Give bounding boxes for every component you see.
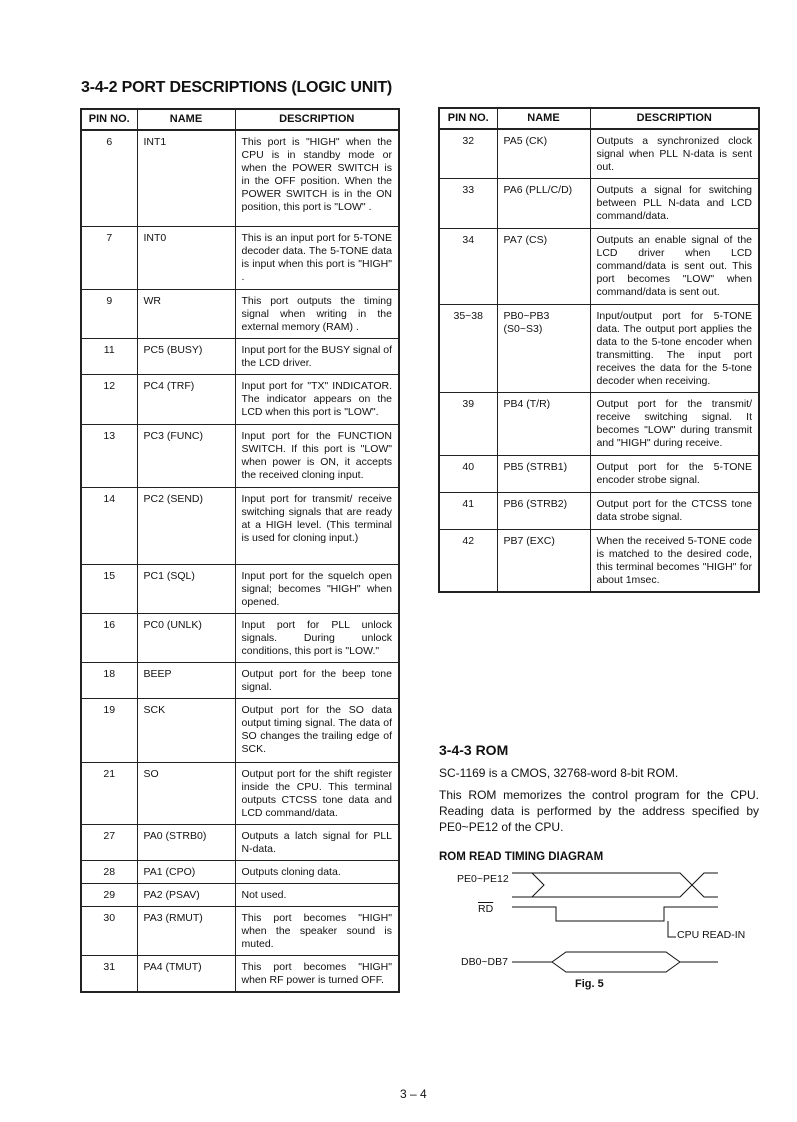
pin-cell: 28 — [81, 860, 137, 883]
figure-caption: Fig. 5 — [575, 978, 604, 990]
name-cell: PB4 (T/R) — [497, 393, 590, 456]
pin-cell: 33 — [439, 179, 497, 229]
name-cell: SO — [137, 762, 235, 824]
page-number: 3 – 4 — [400, 1087, 427, 1101]
name-cell: PC1 (SQL) — [137, 564, 235, 613]
description-cell: Output port for the beep tone signal. — [235, 662, 399, 698]
pin-cell: 14 — [81, 487, 137, 564]
pin-cell: 30 — [81, 906, 137, 955]
data-bus-waveform — [512, 952, 718, 972]
description-cell: This port outputs the timing signal when writing in the external memory (RAM) . — [235, 289, 399, 338]
signal-label-data: DB0~DB7 — [461, 956, 508, 968]
description-cell: Input port for PLL unlock signals. During unlock conditions, this port is "LOW." — [235, 613, 399, 662]
name-cell: PA4 (TMUT) — [137, 955, 235, 992]
name-cell: PB7 (EXC) — [497, 530, 590, 593]
description-cell: Output port for the transmit/ receive switching signal. It becomes "LOW" during transmit and "HIGH" during receive. — [590, 393, 759, 456]
description-cell: Input port for "TX" INDICATOR. The indicator appears on the LCD when this port is "LOW". — [235, 374, 399, 424]
description-cell: Input port for the BUSY signal of the LCD driver. — [235, 338, 399, 374]
name-cell: PB0~PB3 (S0~S3) — [497, 305, 590, 393]
pin-cell: 13 — [81, 424, 137, 487]
name-cell: PB5 (STRB1) — [497, 456, 590, 493]
signal-label-address: PE0~PE12 — [457, 873, 509, 885]
pin-cell: 32 — [439, 129, 497, 179]
description-cell: Outputs a latch signal for PLL N-data. — [235, 824, 399, 860]
pin-cell: 35~38 — [439, 305, 497, 393]
description-cell: This is an input port for 5-TONE decoder data. The 5-TONE data is input when this port is "HIGH" . — [235, 226, 399, 289]
header-name: NAME — [497, 108, 590, 129]
pin-cell: 40 — [439, 456, 497, 493]
pin-cell: 16 — [81, 613, 137, 662]
pin-cell: 7 — [81, 226, 137, 289]
rom-paragraph-1: SC-1169 is a CMOS, 32768-word 8-bit ROM. — [439, 766, 679, 780]
name-cell: PA0 (STRB0) — [137, 824, 235, 860]
name-cell: INT0 — [137, 226, 235, 289]
cpu-read-in-annotation: CPU READ-IN — [677, 929, 746, 941]
description-cell: Input port for the FUNCTION SWITCH. If this port is "LOW" when power is ON, it accepts the received cloning input. — [235, 424, 399, 487]
timing-diagram-title: ROM READ TIMING DIAGRAM — [439, 851, 604, 863]
header-pin: PIN NO. — [439, 108, 497, 129]
name-cell: PC3 (FUNC) — [137, 424, 235, 487]
description-cell: Not used. — [235, 883, 399, 906]
name-cell: PA2 (PSAV) — [137, 883, 235, 906]
description-cell: Output port for the SO data output timing signal. The data of SO changes the trailing edge of SCK. — [235, 698, 399, 762]
pin-cell: 39 — [439, 393, 497, 456]
pin-cell: 12 — [81, 374, 137, 424]
pin-cell: 29 — [81, 883, 137, 906]
description-cell: Output port for the shift register inside the CPU. This terminal outputs CTCSS tone data and LCD command/data. — [235, 762, 399, 824]
description-cell: Input port for the squelch open signal; becomes "HIGH" when opened. — [235, 564, 399, 613]
header-description: DESCRIPTION — [590, 108, 759, 129]
name-cell: PC2 (SEND) — [137, 487, 235, 564]
rom-heading: 3-4-3 ROM — [439, 742, 509, 758]
name-cell: SCK — [137, 698, 235, 762]
header-description: DESCRIPTION — [235, 109, 399, 130]
description-cell: Input/output port for 5-TONE data. The output port applies the data to the 5-tone encoder when transmitting. The input port receives the data for the 5-tone decoder when receiving. — [590, 305, 759, 393]
pin-cell: 9 — [81, 289, 137, 338]
name-cell: PA7 (CS) — [497, 229, 590, 305]
pin-cell: 31 — [81, 955, 137, 992]
section-title: 3-4-2 PORT DESCRIPTIONS (LOGIC UNIT) — [81, 79, 393, 96]
name-cell: PC5 (BUSY) — [137, 338, 235, 374]
description-cell: This port becomes "HIGH" when RF power is turned OFF. — [235, 955, 399, 992]
description-cell: This port becomes "HIGH" when the speaker sound is muted. — [235, 906, 399, 955]
header-pin: PIN NO. — [81, 109, 137, 130]
description-cell: Outputs an enable signal of the LCD driver when LCD command/data is sent out. This port becomes "LOW" when command/data is sent out. — [590, 229, 759, 305]
name-cell: PB6 (STRB2) — [497, 493, 590, 530]
signal-label-rd: $\overline{RD}$ — [478, 903, 494, 915]
name-cell: PC0 (UNLK) — [137, 613, 235, 662]
name-cell: PA5 (CK) — [497, 129, 590, 179]
name-cell: PA6 (PLL/C/D) — [497, 179, 590, 229]
read-in-pointer — [668, 921, 676, 937]
description-cell: Output port for the 5-TONE encoder strobe signal. — [590, 456, 759, 493]
name-cell: WR — [137, 289, 235, 338]
description-cell: Outputs cloning data. — [235, 860, 399, 883]
pin-cell: 11 — [81, 338, 137, 374]
address-bus-waveform — [512, 873, 718, 897]
name-cell: BEEP — [137, 662, 235, 698]
description-cell: When the received 5-TONE code is matched to the desired code, this terminal becomes "HIGH" for about 1msec. — [590, 530, 759, 593]
pin-cell: 18 — [81, 662, 137, 698]
name-cell: PC4 (TRF) — [137, 374, 235, 424]
pin-cell: 34 — [439, 229, 497, 305]
pin-cell: 42 — [439, 530, 497, 593]
name-cell: PA1 (CPO) — [137, 860, 235, 883]
rom-paragraph-2: This ROM memorizes the control program for the CPU. Reading data is performed by the address specified by PE0~PE12 of the CPU. — [439, 788, 759, 834]
name-cell: INT1 — [137, 130, 235, 226]
pin-cell: 41 — [439, 493, 497, 530]
description-cell: Output port for the CTCSS tone data strobe signal. — [590, 493, 759, 530]
pin-cell: 15 — [81, 564, 137, 613]
pin-cell: 6 — [81, 130, 137, 226]
name-cell: PA3 (RMUT) — [137, 906, 235, 955]
pin-cell: 19 — [81, 698, 137, 762]
description-cell: This port is "HIGH" when the CPU is in standby mode or when the POWER SWITCH is in the OFF position. When the POWER SWITCH is in the ON position, this port is "LOW" . — [235, 130, 399, 226]
header-name: NAME — [137, 109, 235, 130]
description-cell: Outputs a synchronized clock signal when PLL N-data is sent out. — [590, 129, 759, 179]
description-cell: Outputs a signal for switching between PLL N-data and LCD command/data. — [590, 179, 759, 229]
pin-cell: 27 — [81, 824, 137, 860]
description-cell: Input port for transmit/ receive switching signals that are ready at a HIGH level. (This terminal is used for cloning input.) — [235, 487, 399, 564]
pin-cell: 21 — [81, 762, 137, 824]
rd-waveform — [512, 907, 718, 921]
